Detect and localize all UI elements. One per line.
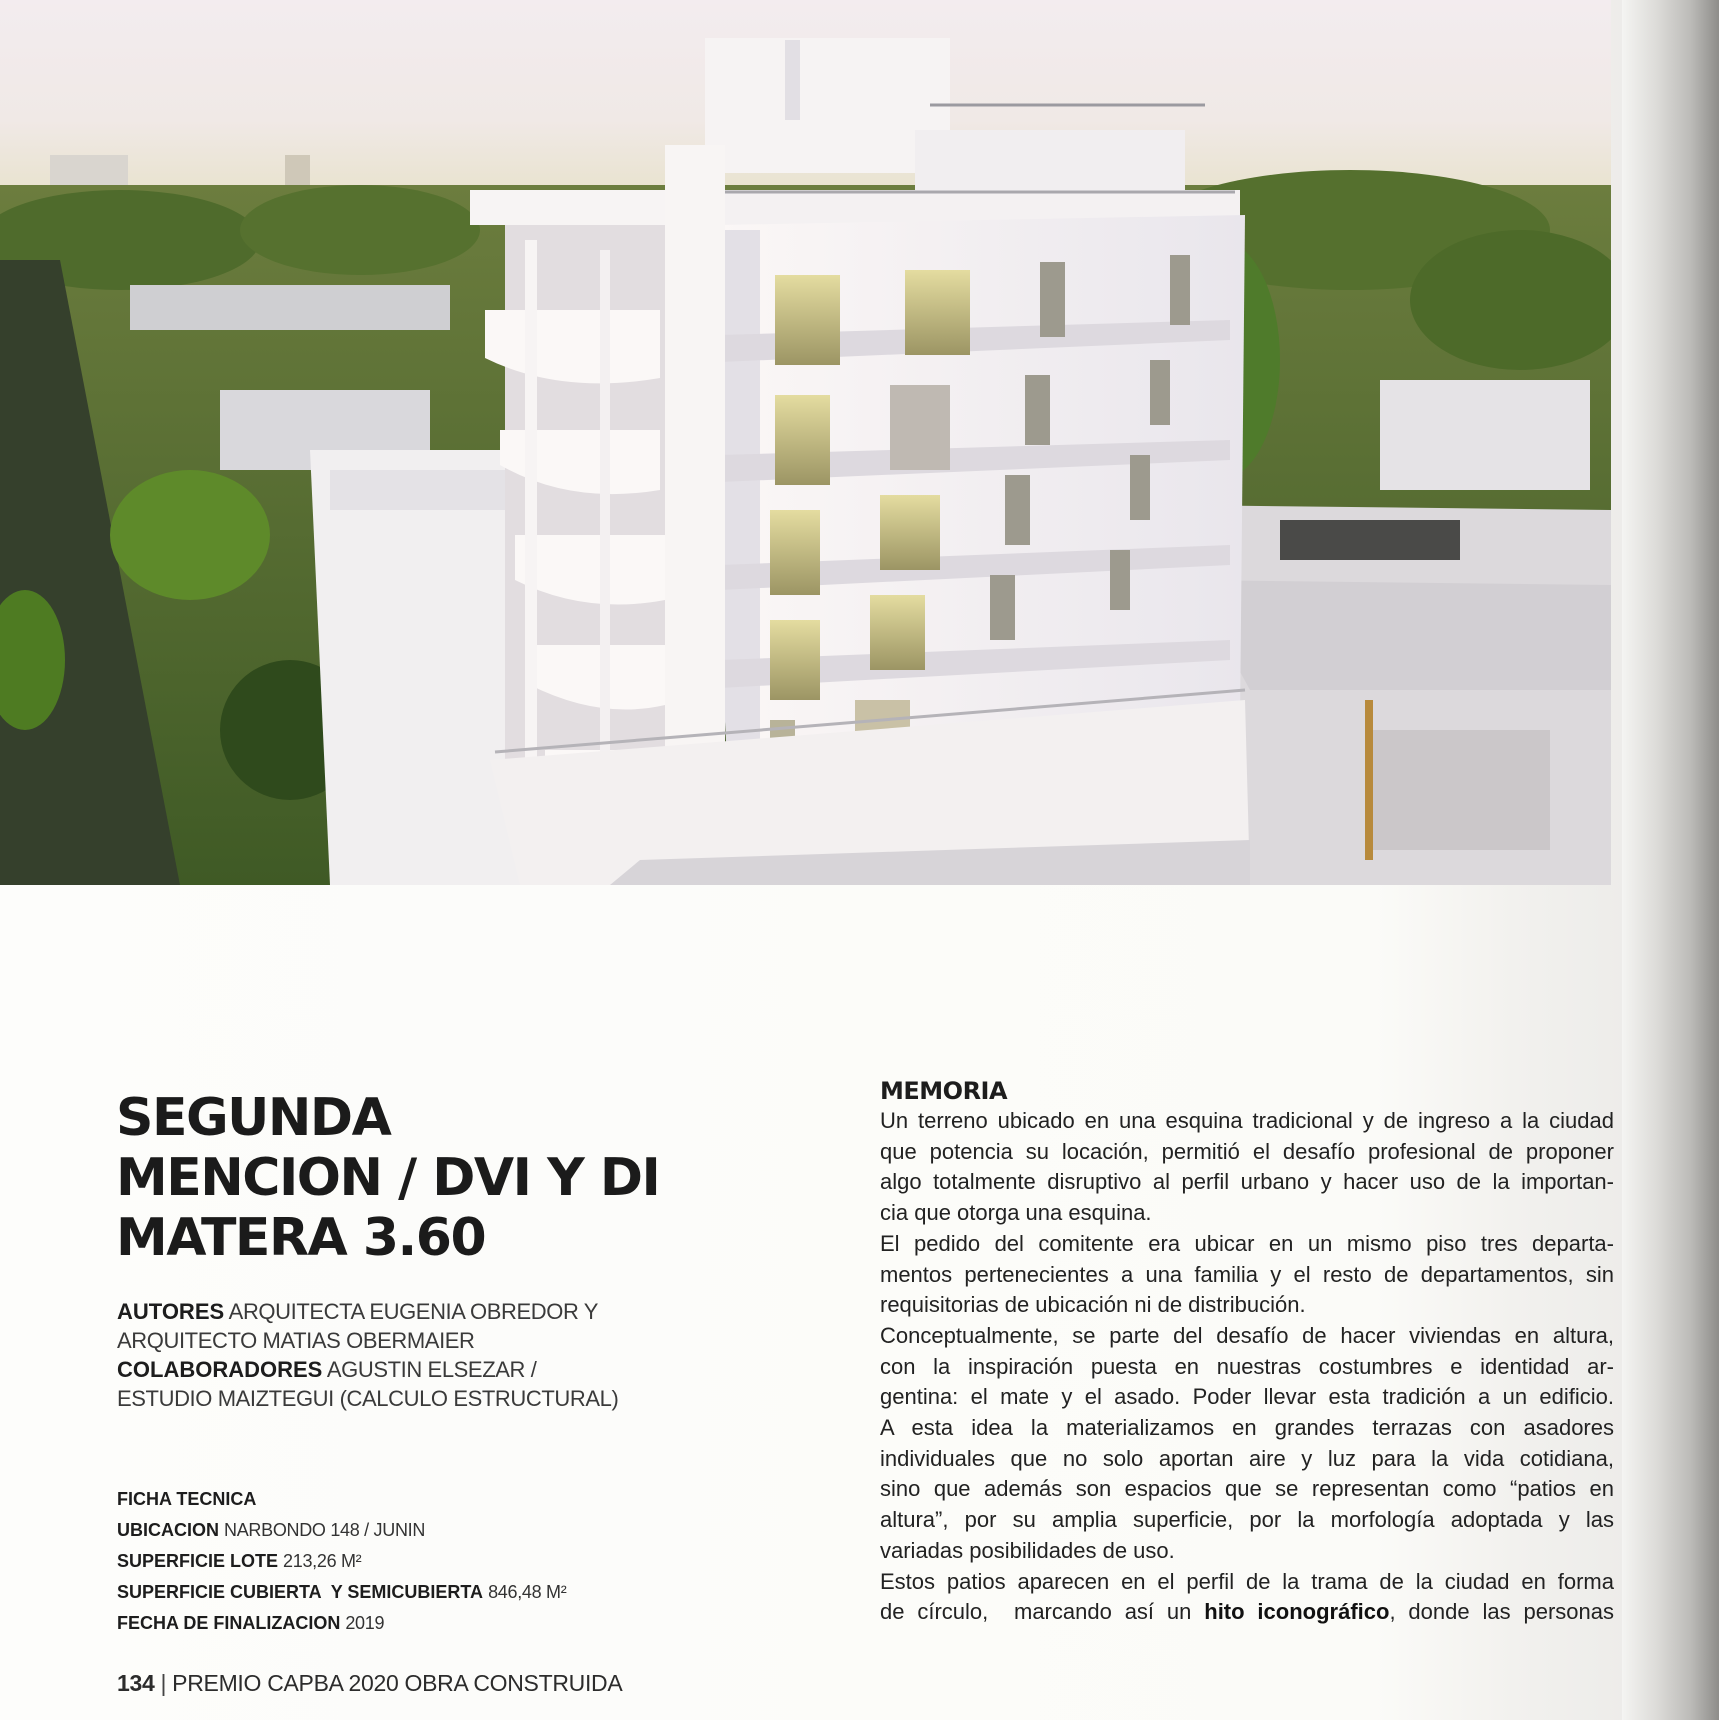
autores-row: [117, 1297, 737, 1326]
memoria-line: que potencia su locación, permitió el desafío profesional de proponer: [880, 1138, 1614, 1164]
memoria-last-end: , donde las personas: [1389, 1599, 1614, 1625]
page-number: 134: [117, 1670, 155, 1696]
memoria-line: Conceptualmente, se parte del desafío de hacer viviendas en altura,: [880, 1322, 1614, 1348]
memoria-line: con la inspiración puesta en nuestras costumbres e identidad ar-: [880, 1353, 1614, 1379]
fecha-label: FECHA DE FINALIZACION: [117, 1613, 341, 1633]
memoria-line: cia que otorga una esquina.: [880, 1200, 1152, 1226]
memoria-line: variadas posibilidades de uso.: [880, 1537, 1175, 1563]
memoria-line: Un terreno ubicado en una esquina tradicional y de ingreso a la ciudad: [880, 1108, 1614, 1133]
memoria-line-last: [880, 1597, 1614, 1628]
ficha-tecnica: [117, 1484, 757, 1639]
footer-separator: |: [160, 1670, 167, 1696]
colaboradores-value-1: AGUSTIN ELSEZAR /: [326, 1357, 537, 1382]
memoria-line: sino que además son espacios que se representan como “patios en: [880, 1476, 1614, 1502]
ficha-row-cubierta: [117, 1577, 757, 1608]
fecha-value: 2019: [345, 1613, 385, 1633]
memoria-line: mentos pertenecientes a una familia y el resto de departamentos, sin: [880, 1261, 1614, 1287]
building-photo: [0, 0, 1611, 885]
ficha-row-lote: [117, 1546, 757, 1577]
memoria-body: [880, 1106, 1614, 1628]
ficha-heading: FICHA TECNICA: [117, 1489, 257, 1509]
title-line-3: MATERA 3.60: [116, 1208, 486, 1268]
colaboradores-label: COLABORADORES: [117, 1357, 323, 1382]
lote-value: 213,26 M²: [283, 1551, 362, 1571]
ubicacion-value: NARBONDO 148 / JUNIN: [224, 1520, 426, 1540]
page-footer: [117, 1668, 622, 1698]
cubierta-value: 846,48 M²: [488, 1582, 567, 1602]
ficha-row-ubicacion: [117, 1515, 757, 1546]
cubierta-label: SUPERFICIE CUBIERTA Y SEMICUBIERTA: [117, 1582, 484, 1602]
ubicacion-label: UBICACION: [117, 1520, 219, 1540]
autores-value-1: ARQUITECTA EUGENIA OBREDOR Y: [228, 1299, 599, 1324]
memoria-line: algo totalmente disruptivo al perfil urbano y hacer uso de la importan-: [880, 1169, 1614, 1195]
credits-block: [117, 1297, 737, 1413]
publication-name: PREMIO CAPBA 2020 OBRA CONSTRUIDA: [172, 1670, 623, 1696]
title-line-2: MENCION / DVI Y DI: [116, 1148, 660, 1208]
memoria-line: altura”, por su amplia superficie, por la morfología adoptada y las: [880, 1507, 1614, 1533]
memoria-line: requisitorias de ubicación ni de distribución.: [880, 1292, 1306, 1318]
project-title: [116, 1088, 756, 1268]
memoria-line: gentina: el mate y el asado. Poder llevar esta tradición a un edificio.: [880, 1384, 1614, 1410]
colaboradores-row: [117, 1355, 737, 1384]
ficha-row-fecha: [117, 1608, 757, 1639]
memoria-highlight: hito iconográfico: [1204, 1599, 1390, 1625]
memoria-last-start: de círculo, marcando así un: [880, 1599, 1205, 1625]
memoria-line: El pedido del comitente era ubicar en un mismo piso tres departa-: [880, 1230, 1614, 1256]
autores-label: AUTORES: [117, 1299, 225, 1324]
lote-label: SUPERFICIE LOTE: [117, 1551, 279, 1571]
title-line-1: SEGUNDA: [116, 1088, 391, 1148]
memoria-line: A esta idea la materializamos en grandes terrazas con asadores: [880, 1415, 1614, 1441]
memoria-line: Estos patios aparecen en el perfil de la trama de la ciudad en forma: [880, 1568, 1614, 1594]
memoria-section: [880, 1076, 1614, 1628]
autores-value-2: ARQUITECTO MATIAS OBERMAIER: [117, 1328, 475, 1353]
colaboradores-value-2: ESTUDIO MAIZTEGUI (CALCULO ESTRUCTURAL): [117, 1386, 619, 1411]
page-gutter-shadow: [1622, 0, 1719, 1720]
memoria-line: individuales que no solo aportan aire y luz para la vida cotidiana,: [880, 1445, 1614, 1471]
memoria-heading: MEMORIA: [880, 1077, 1008, 1105]
